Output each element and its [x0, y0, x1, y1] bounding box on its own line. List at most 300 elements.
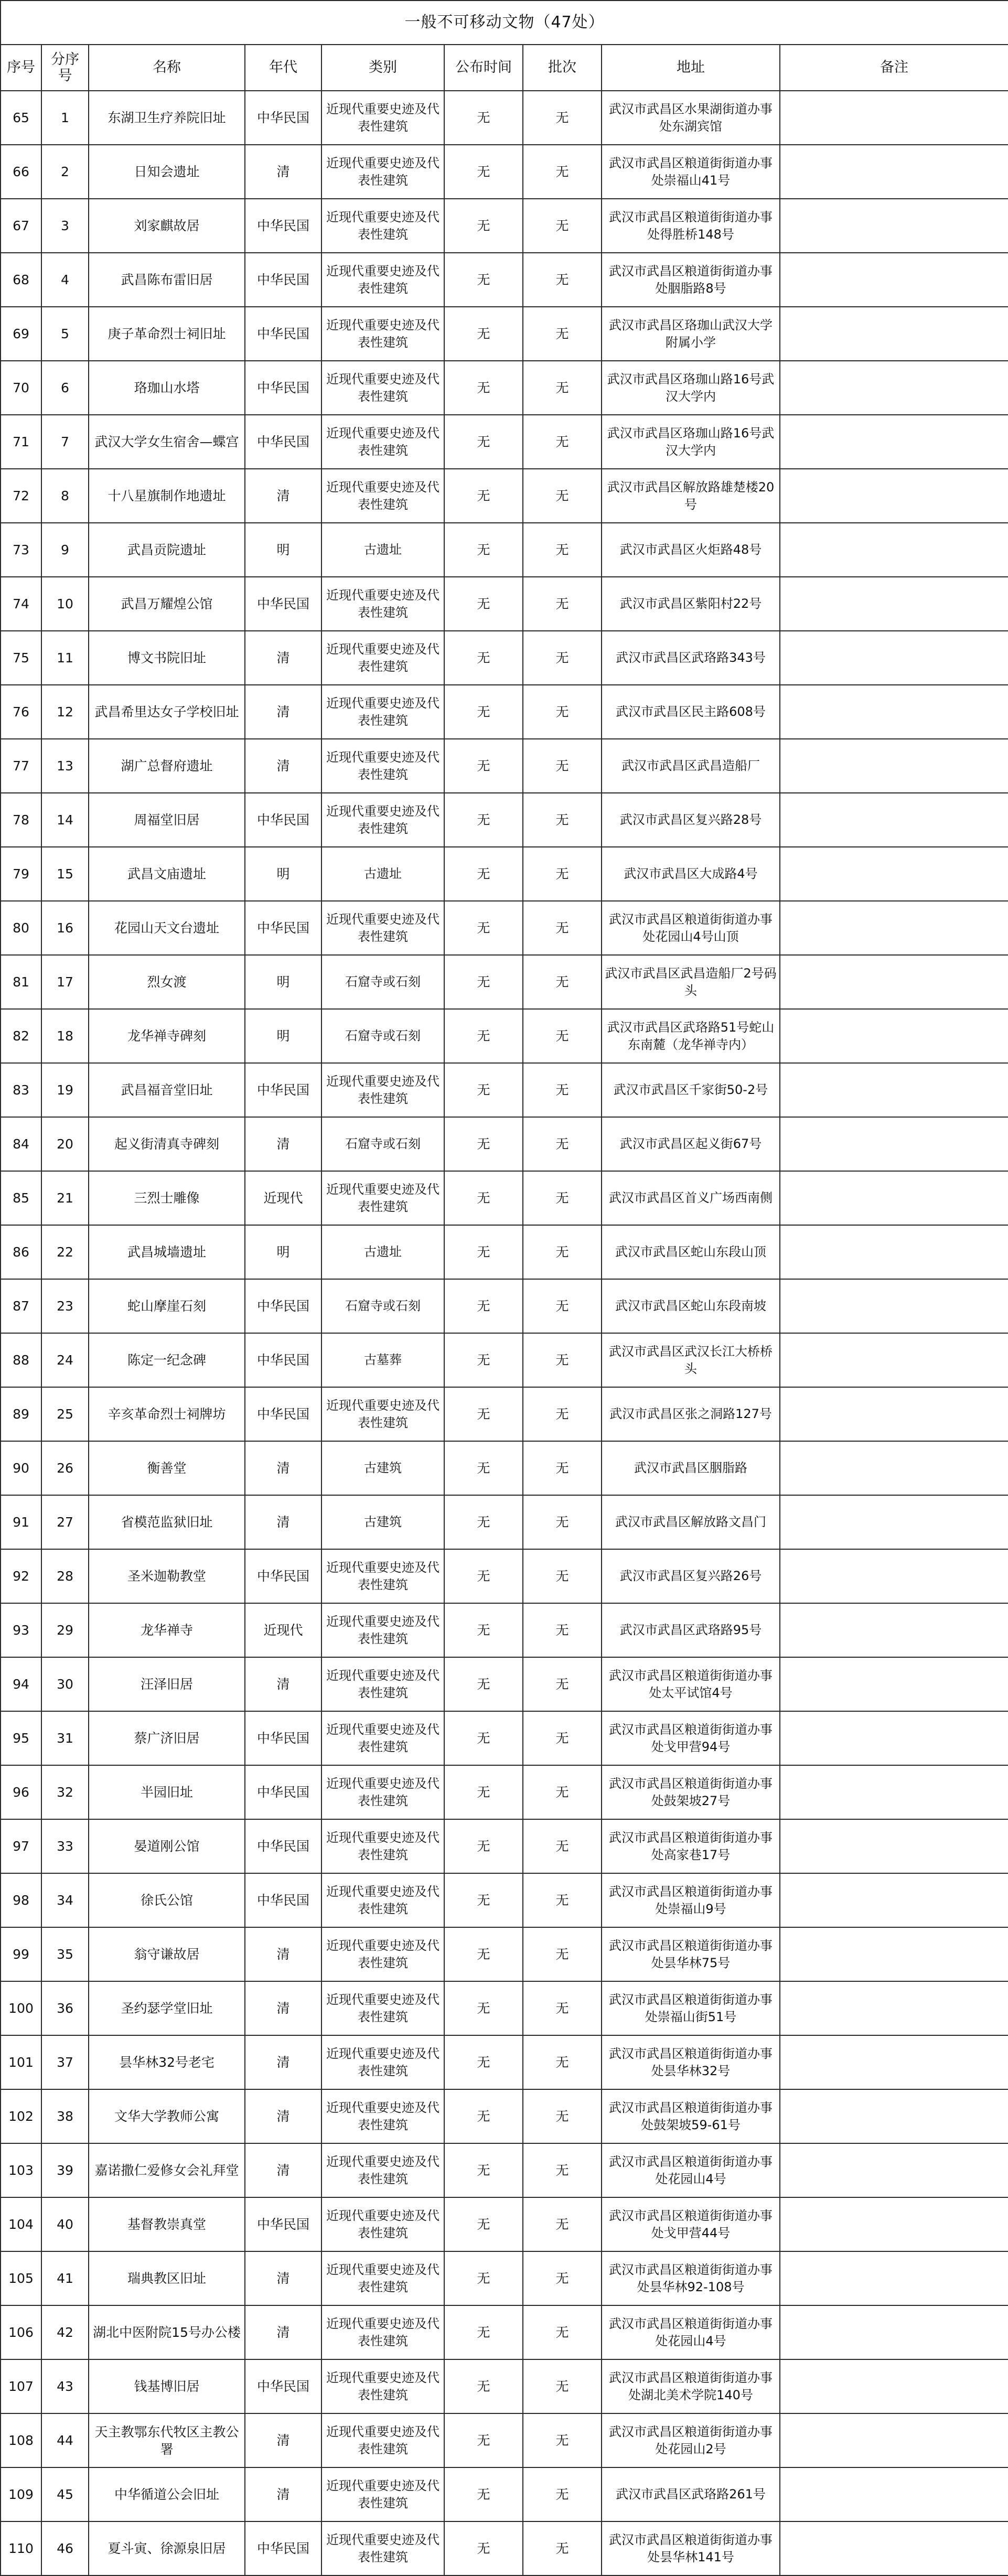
cell-category: 近现代重要史迹及代表性建筑: [321, 2197, 444, 2251]
cell-era: 近现代: [245, 1603, 321, 1657]
cell-era: 中华民国: [245, 1333, 321, 1387]
cell-seq: 84: [1, 1117, 41, 1171]
cell-category: 近现代重要史迹及代表性建筑: [321, 2035, 444, 2089]
cell-name: 烈女渡: [89, 955, 245, 1009]
table-row: [1, 307, 1008, 361]
cell-batch: 无: [523, 577, 602, 631]
cell-sub-seq: 1: [41, 91, 89, 145]
cell-remarks: [780, 415, 1008, 469]
cell-era: 清: [245, 1495, 321, 1549]
table-row: [1, 1549, 1008, 1603]
cell-seq: 99: [1, 1927, 41, 1981]
cell-announce-time: 无: [444, 901, 523, 955]
cell-era: 清: [245, 1441, 321, 1495]
cell-category: 近现代重要史迹及代表性建筑: [321, 199, 444, 253]
cell-sub-seq: 44: [41, 2413, 89, 2467]
cell-address: 武汉市武昌区起义街67号: [602, 1117, 780, 1171]
cell-sub-seq: 6: [41, 361, 89, 415]
header-batch: 批次: [523, 45, 602, 91]
cell-era: 中华民国: [245, 793, 321, 847]
cell-batch: 无: [523, 1333, 602, 1387]
cell-remarks: [780, 1981, 1008, 2035]
table-row: [1, 2089, 1008, 2143]
cell-sub-seq: 28: [41, 1549, 89, 1603]
cell-sub-seq: 23: [41, 1279, 89, 1333]
cell-seq: 110: [1, 2521, 41, 2575]
table-row: [1, 577, 1008, 631]
cell-era: 清: [245, 631, 321, 685]
cell-category: 近现代重要史迹及代表性建筑: [321, 253, 444, 307]
table-row: [1, 2305, 1008, 2359]
cell-sub-seq: 20: [41, 1117, 89, 1171]
cell-remarks: [780, 1009, 1008, 1063]
cell-era: 中华民国: [245, 1711, 321, 1765]
cell-name: 文华大学教师公寓: [89, 2089, 245, 2143]
cell-sub-seq: 33: [41, 1819, 89, 1873]
table-row: [1, 523, 1008, 577]
cell-era: 明: [245, 955, 321, 1009]
cell-seq: 107: [1, 2359, 41, 2413]
cell-era: 清: [245, 1117, 321, 1171]
cell-name: 武昌贡院遗址: [89, 523, 245, 577]
cell-seq: 65: [1, 91, 41, 145]
cell-remarks: [780, 1495, 1008, 1549]
cell-announce-time: 无: [444, 631, 523, 685]
cell-announce-time: 无: [444, 469, 523, 523]
cell-category: 近现代重要史迹及代表性建筑: [321, 2467, 444, 2521]
table-row: [1, 955, 1008, 1009]
table-row: [1, 1171, 1008, 1225]
cell-sub-seq: 4: [41, 253, 89, 307]
cell-name: 三烈士雕像: [89, 1171, 245, 1225]
cell-address: 武汉市武昌区武珞路343号: [602, 631, 780, 685]
cell-name: 湖广总督府遗址: [89, 739, 245, 793]
cell-address: 武汉市武昌区武昌造船厂2号码头: [602, 955, 780, 1009]
cell-sub-seq: 19: [41, 1063, 89, 1117]
cell-name: 武昌福音堂旧址: [89, 1063, 245, 1117]
cell-remarks: [780, 955, 1008, 1009]
cell-name: 龙华禅寺: [89, 1603, 245, 1657]
cell-announce-time: 无: [444, 1765, 523, 1819]
cell-batch: 无: [523, 253, 602, 307]
cell-name: 陈定一纪念碑: [89, 1333, 245, 1387]
cell-batch: 无: [523, 1765, 602, 1819]
cell-era: 中华民国: [245, 199, 321, 253]
cell-seq: 109: [1, 2467, 41, 2521]
cell-category: 古遗址: [321, 523, 444, 577]
cell-name: 省模范监狱旧址: [89, 1495, 245, 1549]
cell-era: 清: [245, 2467, 321, 2521]
cell-address: 武汉市武昌区蛇山东段山顶: [602, 1225, 780, 1279]
cell-category: 近现代重要史迹及代表性建筑: [321, 631, 444, 685]
cell-announce-time: 无: [444, 145, 523, 199]
cell-category: 近现代重要史迹及代表性建筑: [321, 2143, 444, 2197]
cell-batch: 无: [523, 199, 602, 253]
cell-sub-seq: 7: [41, 415, 89, 469]
cell-name: 武昌城墙遗址: [89, 1225, 245, 1279]
cell-name: 夏斗寅、徐源泉旧居: [89, 2521, 245, 2575]
table-row: [1, 1117, 1008, 1171]
cell-seq: 105: [1, 2251, 41, 2305]
cell-seq: 79: [1, 847, 41, 901]
cell-era: 明: [245, 1225, 321, 1279]
cell-era: 清: [245, 739, 321, 793]
cell-remarks: [780, 2197, 1008, 2251]
cell-announce-time: 无: [444, 523, 523, 577]
cell-era: 清: [245, 2413, 321, 2467]
cell-seq: 92: [1, 1549, 41, 1603]
cell-sub-seq: 26: [41, 1441, 89, 1495]
cell-batch: 无: [523, 91, 602, 145]
cell-address: 武汉市武昌区武珞路95号: [602, 1603, 780, 1657]
cell-era: 清: [245, 1981, 321, 2035]
cell-name: 武昌文庙遗址: [89, 847, 245, 901]
cell-seq: 82: [1, 1009, 41, 1063]
cell-address: 武汉市武昌区粮道街街道办事处高家巷17号: [602, 1819, 780, 1873]
cell-batch: 无: [523, 361, 602, 415]
cell-category: 古遗址: [321, 847, 444, 901]
cell-address: 武汉市武昌区粮道街街道办事处花园山4号: [602, 2143, 780, 2197]
cell-category: 近现代重要史迹及代表性建筑: [321, 361, 444, 415]
table-row: [1, 253, 1008, 307]
table-row: [1, 1603, 1008, 1657]
cell-name: 晏道刚公馆: [89, 1819, 245, 1873]
cell-batch: 无: [523, 2413, 602, 2467]
cell-address: 武汉市武昌区民主路608号: [602, 685, 780, 739]
cell-address: 武汉市武昌区大成路4号: [602, 847, 780, 901]
cell-name: 基督教崇真堂: [89, 2197, 245, 2251]
cell-announce-time: 无: [444, 685, 523, 739]
cell-remarks: [780, 2035, 1008, 2089]
cell-name: 日知会遗址: [89, 145, 245, 199]
cell-address: 武汉市武昌区粮道街街道办事处鼓架坡59-61号: [602, 2089, 780, 2143]
cell-category: 近现代重要史迹及代表性建筑: [321, 901, 444, 955]
cell-era: 中华民国: [245, 1279, 321, 1333]
cell-category: 近现代重要史迹及代表性建筑: [321, 2413, 444, 2467]
cell-sub-seq: 34: [41, 1873, 89, 1927]
cell-sub-seq: 14: [41, 793, 89, 847]
table-row: [1, 2143, 1008, 2197]
cell-announce-time: 无: [444, 1657, 523, 1711]
cell-batch: 无: [523, 523, 602, 577]
cell-address: 武汉市武昌区粮道街街道办事处太平试馆4号: [602, 1657, 780, 1711]
cell-category: 石窟寺或石刻: [321, 955, 444, 1009]
cell-seq: 78: [1, 793, 41, 847]
cell-category: 近现代重要史迹及代表性建筑: [321, 1765, 444, 1819]
cell-remarks: [780, 1279, 1008, 1333]
cell-name: 武昌希里达女子学校旧址: [89, 685, 245, 739]
cell-category: 近现代重要史迹及代表性建筑: [321, 145, 444, 199]
cell-era: 中华民国: [245, 1387, 321, 1441]
cell-announce-time: 无: [444, 2035, 523, 2089]
cell-era: 清: [245, 2305, 321, 2359]
cell-category: 近现代重要史迹及代表性建筑: [321, 91, 444, 145]
cell-batch: 无: [523, 1279, 602, 1333]
cell-sub-seq: 29: [41, 1603, 89, 1657]
cell-category: 近现代重要史迹及代表性建筑: [321, 2359, 444, 2413]
cell-era: 清: [245, 145, 321, 199]
cell-seq: 73: [1, 523, 41, 577]
cell-sub-seq: 2: [41, 145, 89, 199]
cell-announce-time: 无: [444, 91, 523, 145]
cell-seq: 76: [1, 685, 41, 739]
table-row: [1, 2467, 1008, 2521]
cell-address: 武汉市武昌区粮道街街道办事处花园山4号山顶: [602, 901, 780, 955]
cell-remarks: [780, 2413, 1008, 2467]
cell-era: 中华民国: [245, 1063, 321, 1117]
cell-name: 昙华林32号老宅: [89, 2035, 245, 2089]
cell-sub-seq: 43: [41, 2359, 89, 2413]
table-row: [1, 1981, 1008, 2035]
table-row: [1, 2197, 1008, 2251]
cell-announce-time: 无: [444, 1981, 523, 2035]
cell-batch: 无: [523, 415, 602, 469]
cell-remarks: [780, 847, 1008, 901]
cell-address: 武汉市武昌区珞珈山路16号武汉大学内: [602, 361, 780, 415]
cell-batch: 无: [523, 901, 602, 955]
cell-seq: 102: [1, 2089, 41, 2143]
cell-address: 武汉市武昌区胭脂路: [602, 1441, 780, 1495]
cell-remarks: [780, 1873, 1008, 1927]
cell-remarks: [780, 2521, 1008, 2575]
cell-name: 徐氏公馆: [89, 1873, 245, 1927]
cell-announce-time: 无: [444, 739, 523, 793]
cell-name: 汪泽旧居: [89, 1657, 245, 1711]
cell-batch: 无: [523, 2305, 602, 2359]
cell-name: 武汉大学女生宿舍—蝶宫: [89, 415, 245, 469]
cell-sub-seq: 22: [41, 1225, 89, 1279]
cell-batch: 无: [523, 1873, 602, 1927]
cell-name: 周福堂旧居: [89, 793, 245, 847]
cell-remarks: [780, 1387, 1008, 1441]
cell-seq: 108: [1, 2413, 41, 2467]
cell-address: 武汉市武昌区粮道街街道办事处胭脂路8号: [602, 253, 780, 307]
cell-category: 石窟寺或石刻: [321, 1009, 444, 1063]
cell-batch: 无: [523, 2089, 602, 2143]
cell-seq: 68: [1, 253, 41, 307]
cell-era: 中华民国: [245, 2197, 321, 2251]
cell-announce-time: 无: [444, 2305, 523, 2359]
cell-announce-time: 无: [444, 1117, 523, 1171]
cell-address: 武汉市武昌区粮道街街道办事处昙华林32号: [602, 2035, 780, 2089]
cell-address: 武汉市武昌区珞珈山路16号武汉大学内: [602, 415, 780, 469]
cell-address: 武汉市武昌区武昌造船厂: [602, 739, 780, 793]
table-row: [1, 1495, 1008, 1549]
cell-era: 清: [245, 2089, 321, 2143]
cell-seq: 86: [1, 1225, 41, 1279]
cell-address: 武汉市武昌区粮道街街道办事处崇福山41号: [602, 145, 780, 199]
cell-batch: 无: [523, 1117, 602, 1171]
cell-announce-time: 无: [444, 2413, 523, 2467]
cell-address: 武汉市武昌区武珞路51号蛇山东南麓（龙华禅寺内）: [602, 1009, 780, 1063]
cell-announce-time: 无: [444, 2251, 523, 2305]
cell-name: 刘家麒故居: [89, 199, 245, 253]
cell-announce-time: 无: [444, 415, 523, 469]
cell-era: 中华民国: [245, 1765, 321, 1819]
cell-category: 近现代重要史迹及代表性建筑: [321, 1657, 444, 1711]
cell-sub-seq: 30: [41, 1657, 89, 1711]
cell-seq: 72: [1, 469, 41, 523]
cell-remarks: [780, 199, 1008, 253]
header-name: 名称: [89, 45, 245, 91]
cell-address: 武汉市武昌区粮道街街道办事处昙华林75号: [602, 1927, 780, 1981]
cell-name: 瑞典教区旧址: [89, 2251, 245, 2305]
table-row: [1, 901, 1008, 955]
cell-remarks: [780, 1117, 1008, 1171]
cell-announce-time: 无: [444, 1333, 523, 1387]
cell-remarks: [780, 2305, 1008, 2359]
cell-sub-seq: 17: [41, 955, 89, 1009]
cell-sub-seq: 18: [41, 1009, 89, 1063]
cell-seq: 103: [1, 2143, 41, 2197]
table-row: [1, 2521, 1008, 2575]
cell-category: 古建筑: [321, 1441, 444, 1495]
cell-name: 湖北中医附院15号办公楼: [89, 2305, 245, 2359]
cell-category: 古遗址: [321, 1225, 444, 1279]
cell-announce-time: 无: [444, 1549, 523, 1603]
cell-address: 武汉市武昌区粮道街街道办事处戈甲营44号: [602, 2197, 780, 2251]
cell-announce-time: 无: [444, 847, 523, 901]
cell-announce-time: 无: [444, 1819, 523, 1873]
cell-era: 清: [245, 2143, 321, 2197]
cell-seq: 98: [1, 1873, 41, 1927]
cell-era: 中华民国: [245, 253, 321, 307]
cell-name: 庚子革命烈士祠旧址: [89, 307, 245, 361]
table-row: [1, 1279, 1008, 1333]
cell-batch: 无: [523, 1549, 602, 1603]
cell-remarks: [780, 685, 1008, 739]
cell-remarks: [780, 739, 1008, 793]
cell-remarks: [780, 253, 1008, 307]
cell-seq: 97: [1, 1819, 41, 1873]
cell-remarks: [780, 1549, 1008, 1603]
cell-batch: 无: [523, 1441, 602, 1495]
cell-announce-time: 无: [444, 1063, 523, 1117]
cell-sub-seq: 38: [41, 2089, 89, 2143]
cell-batch: 无: [523, 955, 602, 1009]
cell-batch: 无: [523, 2359, 602, 2413]
cell-address: 武汉市武昌区粮道街街道办事处崇福山9号: [602, 1873, 780, 1927]
cell-sub-seq: 24: [41, 1333, 89, 1387]
cell-seq: 71: [1, 415, 41, 469]
cell-seq: 80: [1, 901, 41, 955]
table-row: [1, 1711, 1008, 1765]
cell-remarks: [780, 523, 1008, 577]
cell-remarks: [780, 1927, 1008, 1981]
cell-announce-time: 无: [444, 1927, 523, 1981]
cell-batch: 无: [523, 793, 602, 847]
cell-sub-seq: 39: [41, 2143, 89, 2197]
table-row: [1, 2359, 1008, 2413]
cell-era: 近现代: [245, 1171, 321, 1225]
table-row: [1, 793, 1008, 847]
cell-category: 近现代重要史迹及代表性建筑: [321, 685, 444, 739]
cell-batch: 无: [523, 469, 602, 523]
cell-name: 博文书院旧址: [89, 631, 245, 685]
cell-era: 清: [245, 2251, 321, 2305]
cell-sub-seq: 8: [41, 469, 89, 523]
cell-category: 近现代重要史迹及代表性建筑: [321, 2305, 444, 2359]
cell-announce-time: 无: [444, 1495, 523, 1549]
table-body: [1, 91, 1008, 2575]
cell-sub-seq: 45: [41, 2467, 89, 2521]
cell-category: 古墓葬: [321, 1333, 444, 1387]
table-row: [1, 415, 1008, 469]
cell-address: 武汉市武昌区粮道街街道办事处湖北美术学院140号: [602, 2359, 780, 2413]
cell-name: 蔡广济旧居: [89, 1711, 245, 1765]
cell-announce-time: 无: [444, 955, 523, 1009]
cell-name: 蛇山摩崖石刻: [89, 1279, 245, 1333]
cell-name: 辛亥革命烈士祠牌坊: [89, 1387, 245, 1441]
cell-remarks: [780, 1603, 1008, 1657]
cell-seq: 96: [1, 1765, 41, 1819]
cell-batch: 无: [523, 847, 602, 901]
cell-announce-time: 无: [444, 361, 523, 415]
cell-category: 近现代重要史迹及代表性建筑: [321, 1063, 444, 1117]
table-row: [1, 469, 1008, 523]
cell-era: 中华民国: [245, 2359, 321, 2413]
cell-category: 近现代重要史迹及代表性建筑: [321, 2251, 444, 2305]
cell-era: 中华民国: [245, 91, 321, 145]
cell-sub-seq: 35: [41, 1927, 89, 1981]
cell-seq: 90: [1, 1441, 41, 1495]
cell-name: 嘉诺撒仁爱修女会礼拜堂: [89, 2143, 245, 2197]
cell-sub-seq: 27: [41, 1495, 89, 1549]
cell-sub-seq: 15: [41, 847, 89, 901]
header-remarks: 备注: [780, 45, 1008, 91]
cell-category: 石窟寺或石刻: [321, 1117, 444, 1171]
cell-era: 明: [245, 847, 321, 901]
cell-name: 圣米迦勒教堂: [89, 1549, 245, 1603]
cell-batch: 无: [523, 2035, 602, 2089]
table-row: [1, 91, 1008, 145]
cell-announce-time: 无: [444, 2467, 523, 2521]
cell-address: 武汉市武昌区千家街50-2号: [602, 1063, 780, 1117]
cell-announce-time: 无: [444, 1873, 523, 1927]
cell-name: 起义街清真寺碑刻: [89, 1117, 245, 1171]
cell-batch: 无: [523, 307, 602, 361]
table-row: [1, 685, 1008, 739]
cell-batch: 无: [523, 1495, 602, 1549]
cell-address: 武汉市武昌区粮道街街道办事处花园山2号: [602, 2413, 780, 2467]
cell-seq: 93: [1, 1603, 41, 1657]
cell-batch: 无: [523, 1657, 602, 1711]
cell-batch: 无: [523, 1225, 602, 1279]
cell-announce-time: 无: [444, 1279, 523, 1333]
cell-name: 东湖卫生疗养院旧址: [89, 91, 245, 145]
cell-address: 武汉市武昌区紫阳村22号: [602, 577, 780, 631]
cell-name: 翁守谦故居: [89, 1927, 245, 1981]
cell-category: 近现代重要史迹及代表性建筑: [321, 2521, 444, 2575]
cell-sub-seq: 41: [41, 2251, 89, 2305]
cell-batch: 无: [523, 2143, 602, 2197]
table-row: [1, 145, 1008, 199]
cell-seq: 94: [1, 1657, 41, 1711]
cell-category: 近现代重要史迹及代表性建筑: [321, 1819, 444, 1873]
cell-category: 近现代重要史迹及代表性建筑: [321, 1171, 444, 1225]
cell-name: 圣约瑟学堂旧址: [89, 1981, 245, 2035]
cell-seq: 100: [1, 1981, 41, 2035]
table-row: [1, 2035, 1008, 2089]
cell-sub-seq: 31: [41, 1711, 89, 1765]
cell-batch: 无: [523, 145, 602, 199]
cell-era: 中华民国: [245, 1873, 321, 1927]
cell-remarks: [780, 2143, 1008, 2197]
cell-batch: 无: [523, 2521, 602, 2575]
header-address: 地址: [602, 45, 780, 91]
table-title: 一般不可移动文物（47处）: [1, 1, 1008, 45]
cell-remarks: [780, 1441, 1008, 1495]
